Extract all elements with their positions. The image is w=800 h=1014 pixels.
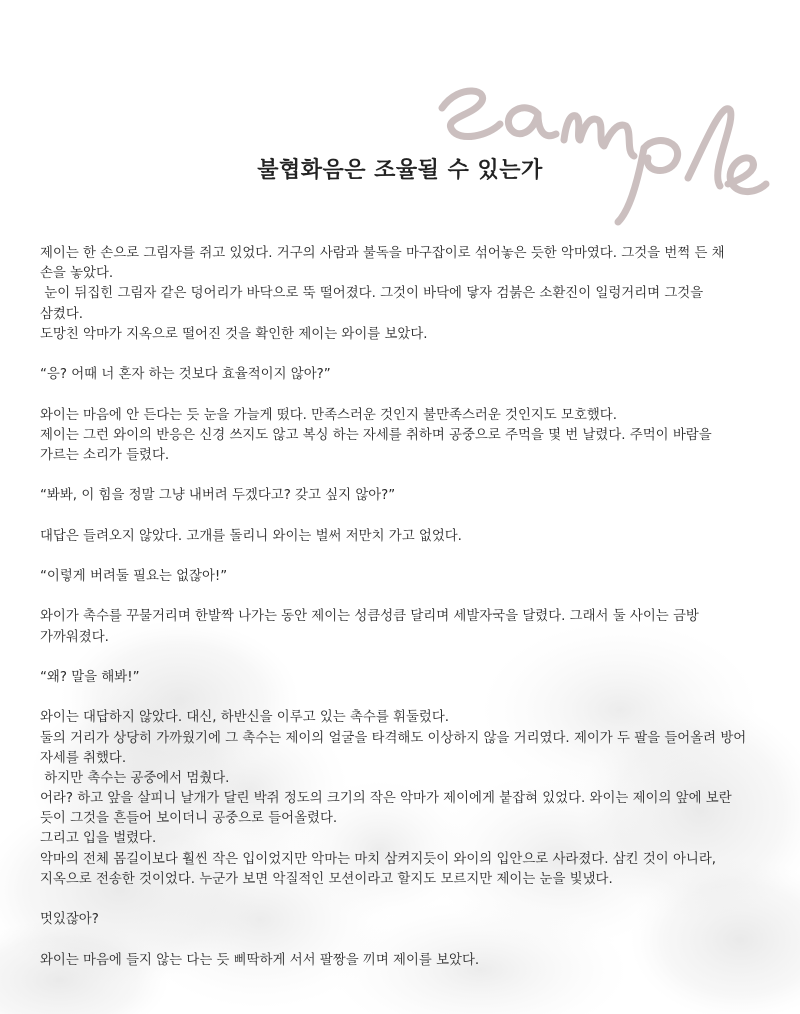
story-line: 하지만 촉수는 공중에서 멈췄다. <box>40 770 230 786</box>
paragraph-gap <box>40 688 772 708</box>
paragraph-gap <box>40 466 772 486</box>
paragraph-gap <box>40 385 772 405</box>
story-line: 멋있잖아? <box>40 912 99 928</box>
document-title: 불협화음은 조율될 수 있는가 <box>257 158 543 183</box>
paragraph-gap <box>40 930 772 950</box>
story-line: 듯이 그것을 흔들어 보이더니 공중으로 들어올렸다. <box>40 811 338 827</box>
story-line: 제이는 그런 와이의 반응은 신경 쓰지도 않고 복싱 하는 자세를 취하며 공중으로 주먹을 몇 번 날렸다. 주먹이 바람을 <box>40 427 712 443</box>
story-line: 대답은 들려오지 않았다. 고개를 돌리니 와이는 벌써 저만치 가고 없었다. <box>40 528 462 544</box>
story-line: 어라? 하고 앞을 살피니 날개가 달린 박쥐 정도의 크기의 작은 악마가 제이에게 붙잡혀 있었다. 와이는 제이의 앞에 보란 <box>40 791 732 807</box>
story-line: 악마의 전체 몸길이보다 훨씬 작은 입이었지만 악마는 마치 삼켜지듯이 와이의 입안으로 사라졌다. 삼킨 것이 아니라, <box>40 851 717 867</box>
story-line: 와이는 대답하지 않았다. 대신, 하반신을 이루고 있는 촉수를 휘둘렀다. <box>40 710 450 726</box>
story-line: 와이는 마음에 안 든다는 듯 눈을 가늘게 떴다. 만족스러운 것인지 불만족스러운 것인지도 모호했다. <box>40 407 618 423</box>
paragraph-gap <box>40 890 772 910</box>
story-line: 지옥으로 전송한 것이었다. 누군가 보면 악질적인 모션이라고 할지도 모르지만 제이는 눈을 빛냈다. <box>40 871 613 887</box>
paragraph-gap <box>40 547 772 567</box>
story-line: 삼켰다. <box>40 306 84 322</box>
story-line: “봐봐, 이 힘을 정말 그냥 내버려 두겠다고? 갖고 싶지 않아?” <box>40 488 396 504</box>
story-line: 가까워졌다. <box>40 629 109 645</box>
story-line: “왜? 말을 해봐!” <box>40 669 140 685</box>
story-line: 와이가 촉수를 꾸물거리며 한발짝 나가는 동안 제이는 성큼성큼 달리며 세발자국을 달렸다. 그래서 둘 사이는 금방 <box>40 609 699 625</box>
story-line: 가르는 소리가 들렸다. <box>40 447 170 463</box>
story-line: 눈이 뒤집힌 그림자 같은 덩어리가 바닥으로 뚝 떨어졌다. 그것이 바닥에 닿자 검붉은 소환진이 일렁거리며 그것을 <box>40 286 704 302</box>
sample-watermark <box>430 60 770 230</box>
story-line: “응? 어때 너 혼자 하는 것보다 효율적이지 않아?” <box>40 367 331 383</box>
story-line: 와이는 마음에 들지 않는 다는 듯 삐딱하게 서서 팔짱을 끼며 제이를 보았다. <box>40 952 480 968</box>
story-text <box>40 244 772 971</box>
paragraph-gap <box>40 587 772 607</box>
story-line: 자세를 취했다. <box>40 750 127 766</box>
story-line: 제이는 한 손으로 그림자를 쥐고 있었다. 거구의 사람과 불독을 마구잡이로 섞어놓은 듯한 악마였다. 그것을 번쩍 든 채 <box>40 246 725 261</box>
story-line: “이렇게 버려둘 필요는 없잖아!” <box>40 569 228 584</box>
story-line: 도망친 악마가 지옥으로 떨어진 것을 확인한 제이는 와이를 보았다. <box>40 326 428 342</box>
paragraph-gap <box>40 345 772 365</box>
paragraph-gap <box>40 648 772 668</box>
story-line: 그리고 입을 벌렸다. <box>40 831 157 847</box>
story-line: 손을 놓았다. <box>40 266 114 282</box>
story-line: 둘의 거리가 상당히 가까웠기에 그 촉수는 제이의 얼굴을 타격해도 이상하지 않을 거리였다. 제이가 두 팔을 들어올려 방어 <box>40 730 747 746</box>
paragraph-gap <box>40 506 772 526</box>
